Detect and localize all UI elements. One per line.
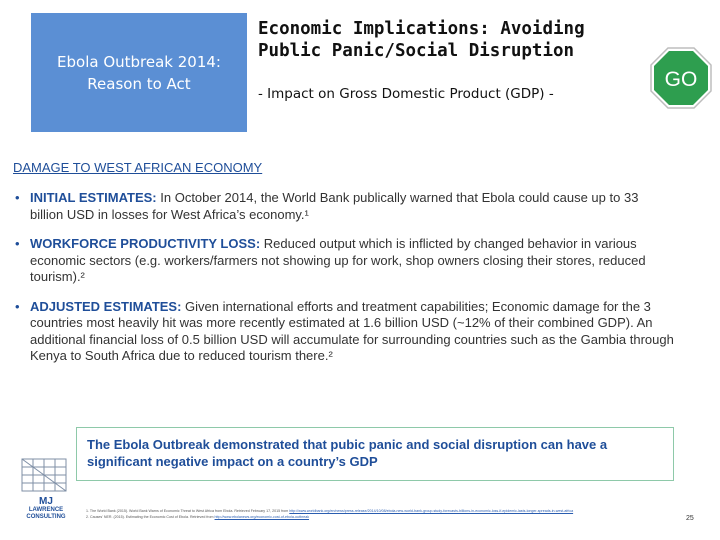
bullet-list — [14, 190, 674, 378]
footnote-2-link[interactable]: http://www.ebolanews.org/economic-cost-of-ebola-outbreak — [214, 515, 310, 519]
footnote-2 — [86, 514, 676, 520]
bullet-adjusted-estimates — [14, 299, 674, 365]
bullet-lead: INITIAL ESTIMATES: — [30, 190, 157, 205]
bullet-text: Reduced output which is inflicted by changed behavior in various economic sectors (e.g. workers/farmers not showing up for work, shop owners closing their stores, reduced tourism).² — [30, 236, 646, 284]
company-logo-text — [16, 496, 76, 521]
logo-initials: MJ — [39, 496, 53, 507]
logo-line-1: LAWRENCE — [28, 507, 64, 513]
key-takeaway-callout: The Ebola Outbreak demonstrated that pubic panic and social disruption can have a significant negative impact on a country’s GDP — [76, 427, 674, 481]
logo-line-2: CONSULTING — [26, 514, 66, 520]
bullet-initial-estimates — [14, 190, 674, 223]
bullet-lead: WORKFORCE PRODUCTIVITY LOSS: — [30, 236, 261, 251]
title-line-1: Economic Implications: Avoiding — [258, 19, 585, 39]
bullet-text: Given international efforts and treatment capabilities; Economic damage for the 3 countries most heavily hit was more recently estimated at 1.6 billion USD (~12% of their combined GDP). An additional financial loss of 0.5 billion USD will accumulate for surrounding countries such as the Gambia through Kenya to South Africa due to reduced tourism there.² — [30, 298, 674, 363]
footnotes — [86, 508, 676, 520]
bullet-lead: ADJUSTED ESTIMATES: — [30, 298, 182, 314]
page-subtitle: - Impact on Gross Domestic Product (GDP) - — [258, 86, 554, 102]
badge-line-2: Reason to Act — [87, 74, 191, 93]
go-sign-icon — [650, 47, 712, 109]
footnote-1-text: 1. The World Bank (2015). World Bank Warns of Economic Threat to West Africa from Ebola. Retrieved February 17, 2015 from — [86, 509, 289, 513]
footnote-2-text: 2. Causes' NER. (2015). Estimating the Economic Cost of Ebola. Retrieved from — [86, 515, 214, 519]
badge-line-1: Ebola Outbreak 2014: — [57, 52, 221, 71]
bullet-text: In October 2014, the World Bank publically warned that Ebola could cause up to 33 billion USD in losses for West Africa’s economy.¹ — [30, 190, 639, 222]
title-line-2: Public Panic/Social Disruption — [258, 41, 575, 61]
topic-badge — [31, 13, 247, 132]
section-heading: DAMAGE TO WEST AFRICAN ECONOMY — [13, 160, 263, 175]
page-number: 25 — [686, 515, 694, 522]
go-sign-label: GO — [664, 68, 698, 91]
page-title — [258, 18, 648, 62]
footnote-1-link[interactable]: http://www.worldbank.org/en/news/press-release/2014/10/08/ebola-new-world-bank-group-study-forecasts-billions-in-economic-loss-if-epidemic-lasts-longer-spreads-in-west-africa — [289, 509, 574, 513]
bullet-workforce-productivity — [14, 236, 674, 286]
